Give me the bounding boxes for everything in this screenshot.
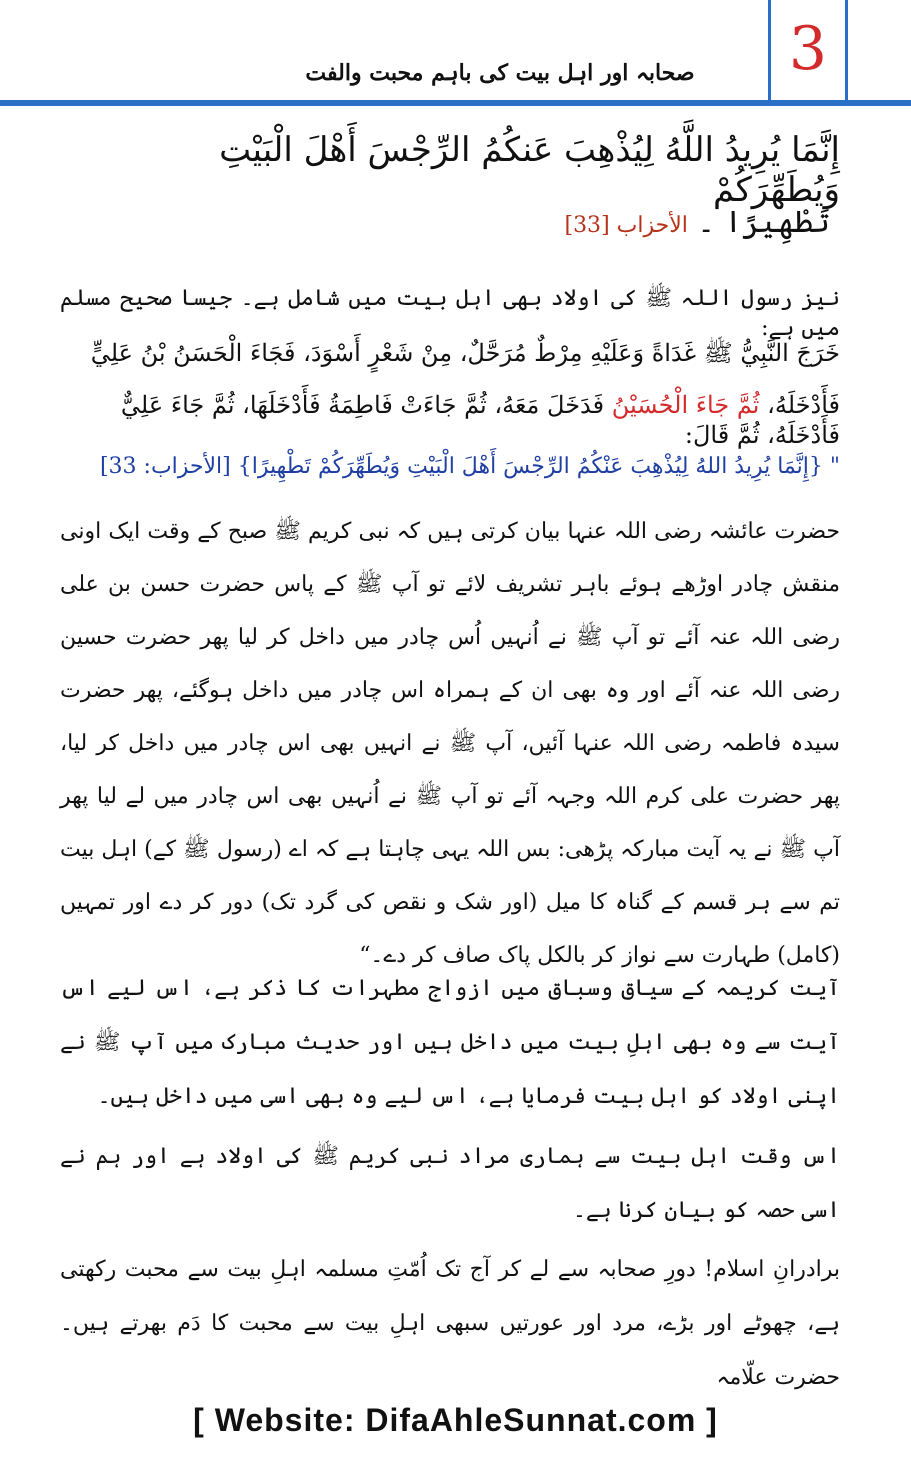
page-number: 3: [788, 14, 828, 84]
paragraph-translation: حضرت عائشہ رضی اللہ عنہا بیان کرتی ہیں کہ نبی کریم ﷺ صبح کے وقت ایک اونی منقش چادر اوڑھے ہوئے باہر تشریف لائے تو آپ ﷺ کے پاس حضرت حسن بن علی رضی اللہ عنہ آئے تو آپ ﷺ نے اُنہیں اُس چادر میں داخل کر لیا پھر حضرت حسین رضی اللہ عنہ آئے اور وہ بھی ان کے ہمراہ اس چادر میں داخل ہوگئے، پھر حضرت سیدہ فاطمہ رضی اللہ عنہا آئیں، آپ ﷺ نے انہیں بھی اس چادر میں داخل کر لیا، پھر حضرت علی کرم اللہ وجہہ آئے تو آپ ﷺ نے اُنہیں بھی اس چادر میں لے لیا پھر آپ ﷺ نے یہ آیت مبارکہ پڑھی: بس اللہ یہی چاہتا ہے کہ اے (رسول ﷺ کے) اہل بیت تم سے ہر قسم کے گناہ کا میل (اور شک و نقص کی گرد تک) دور کر دے اور تمہیں (کامل) طہارت سے نواز کر بالکل پاک صاف کر دے۔“: [60, 519, 841, 968]
header-rule: [0, 100, 911, 106]
hadith-line-2-post: فَدَخَلَ مَعَهُ، ثُمَّ جَاءَتْ فَاطِمَةُ فَأَدْخَلَهَا، ثُمَّ جَاءَ عَلِيٌّ فَأَدْخَلَهُ، ثُمَّ قَالَ:: [120, 391, 840, 449]
paragraph-love: برادرانِ اسلام! دورِ صحابہ سے لے کر آج تک اُمّتِ مسلمہ اہلِ بیت سے محبت رکھتی ہے، چھوٹے اور بڑے، مرد اور عورتیں سبھی اہلِ بیت سے محبت کا دَم بھرتے ہیں۔ حضرت علّامہ: [60, 1257, 840, 1390]
hadith-line-2: [60, 390, 840, 450]
hadith-verse-quote: " {إِنَّمَا يُرِيدُ اللهُ لِيُذْهِبَ عَنْكُمُ الرِّجْسَ أَهْلَ الْبَيْتِ وَيُطَهِّرَكُمْ تَطْهِيرًا} [الأحزاب: 33]: [99, 454, 840, 479]
hadith-line-2-highlight: ثُمَّ جَاءَ الْحُسَيْنُ: [611, 391, 760, 419]
paragraph-context: آیت کریمہ کے سیاق وسباق میں ازواج مطہرات کا ذکر ہے، اس لیے اس آیت سے وہ بھی اہلِ بیت میں داخل ہیں اور حدیث مبارک میں آپ ﷺ نے اپنی اولاد کو اہل بیت فرمایا ہے، اس لیے وہ بھی اسی میں داخل ہیں۔: [60, 976, 840, 1109]
quran-verse-line-1: إِنَّمَا يُرِيدُ اللَّهُ لِيُذْهِبَ عَنكُمُ الرِّجْسَ أَهْلَ الْبَيْتِ وَيُطَهِّرَكُمْ: [219, 130, 840, 210]
hadith-line-2-pre: فَأَدْخَلَهُ،: [759, 391, 840, 419]
verse-reference: الأحزاب [33]: [564, 213, 688, 238]
website-footer: [ Website: DifaAhleSunnat.com ]: [193, 1402, 718, 1438]
paragraph-intro: نیز رسول اللہ ﷺ کی اولاد بھی اہل بیت میں شامل ہے۔ جیسا صحیح مسلم میں ہے:: [60, 286, 840, 341]
page-number-box: [768, 0, 848, 104]
quran-verse-line-2: [230, 205, 830, 240]
running-title: صحابہ اور اہل بیت کی باہم محبت والفت: [305, 60, 695, 86]
hadith-line-1: خَرَجَ النَّبِيُّ ﷺ غَدَاةً وَعَلَيْهِ مِرْطٌ مُرَحَّلٌ، مِنْ شَعْرٍ أَسْوَدَ، فَجَاءَ الْحَسَنُ بْنُ عَلِيٍّ: [90, 339, 840, 367]
quran-verse-end: تَطْهِيرًا ۔: [697, 205, 830, 240]
paragraph-purpose: اس وقت اہل بیت سے ہماری مراد نبی کریم ﷺ کی اولاد ہے اور ہم نے اسی حصہ کو بیان کرنا ہے۔: [60, 1144, 840, 1223]
